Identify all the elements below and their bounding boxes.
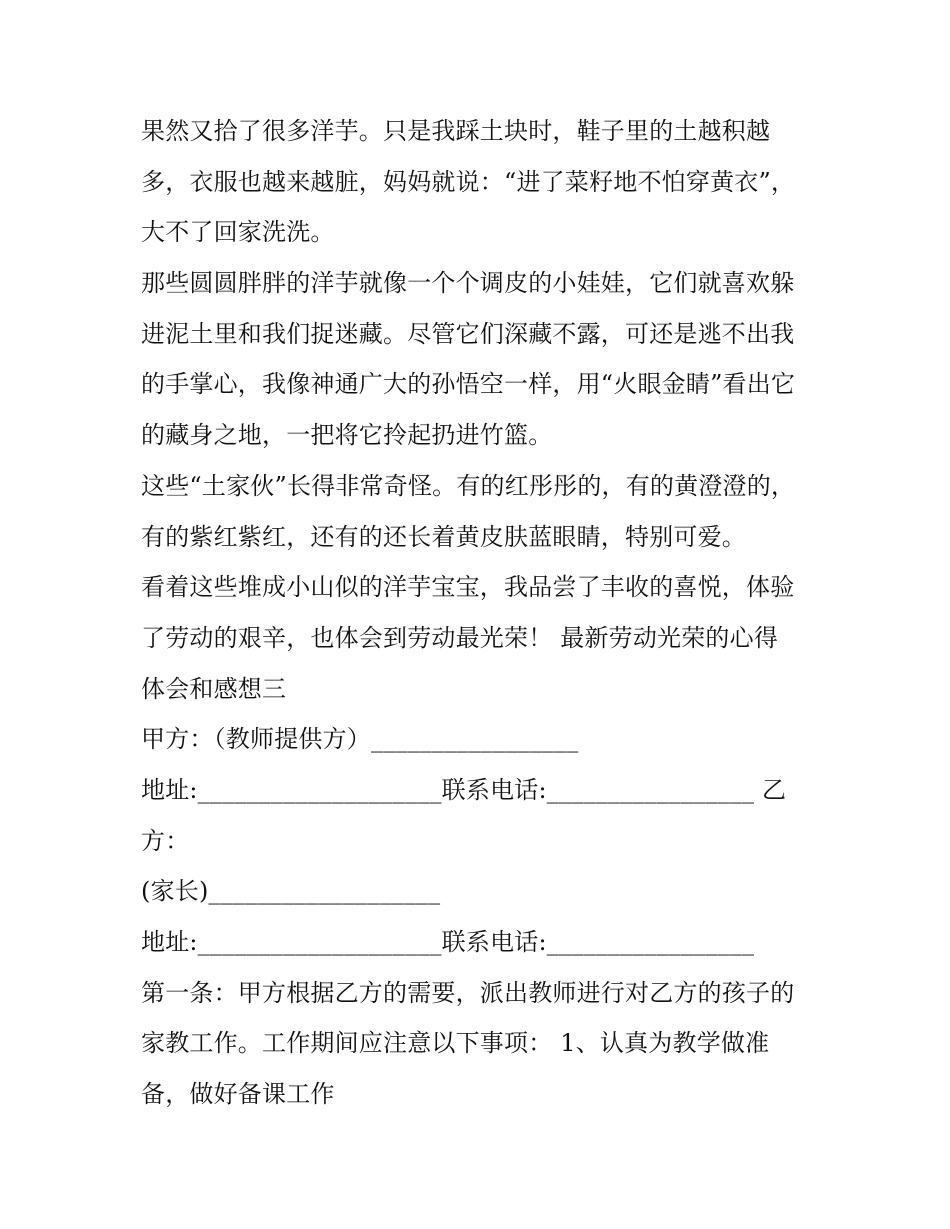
text-line: 有的紫红紫红，还有的还长着黄皮肤蓝眼睛，特别可爱。 [141,522,746,551]
contract-clause-line: 第一条：甲方根据乙方的需要，派出教师进行对乙方的孩子的 [141,978,795,1007]
contract-address-phone-line: 地址:____________________联系电话:_________________ 乙 [141,775,787,804]
contract-party-b-label: 方： [141,826,190,855]
text-line: 那些圆圆胖胖的洋芋就像一个个调皮的小娃娃，它们就喜欢躲 [141,269,795,298]
contract-clause-line: 家教工作。工作期间应注意以下事项： 1、认真为教学做准 [141,1029,770,1058]
text-line: 大不了回家洗洗。 [141,218,335,247]
text-line: 的手掌心，我像神通广大的孙悟空一样，用“火眼金睛”看出它 [141,370,796,399]
text-line: 体会和感想三 [141,674,287,703]
text-line: 果然又拾了很多洋芋。只是我踩土块时，鞋子里的土越积越 [141,117,771,145]
text-line: 了劳动的艰辛，也体会到劳动最光荣！ 最新劳动光荣的心得 [141,623,779,652]
text-line: 多，衣服也越来越脏，妈妈就说：“进了菜籽地不怕穿黄衣”， [141,167,796,196]
text-line: 进泥土里和我们捉迷藏。尽管它们深藏不露，可还是逃不出我 [141,319,795,348]
contract-clause-line: 备，做好备课工作 [141,1080,335,1109]
contract-parent-line: (家长)___________________ [141,877,441,906]
text-line: 的藏身之地，一把将它拎起扔进竹篮。 [141,421,553,450]
contract-address-phone-line: 地址:____________________联系电话:_________________ [141,928,755,956]
text-line: 这些“土家伙”长得非常奇怪。有的红彤彤的，有的黄澄澄的， [141,471,796,500]
contract-party-a-line: 甲方：（教师提供方）_________________ [141,725,579,754]
text-line: 看着这些堆成小山似的洋芋宝宝，我品尝了丰收的喜悦，体验 [141,573,795,602]
document-body [141,106,821,1120]
